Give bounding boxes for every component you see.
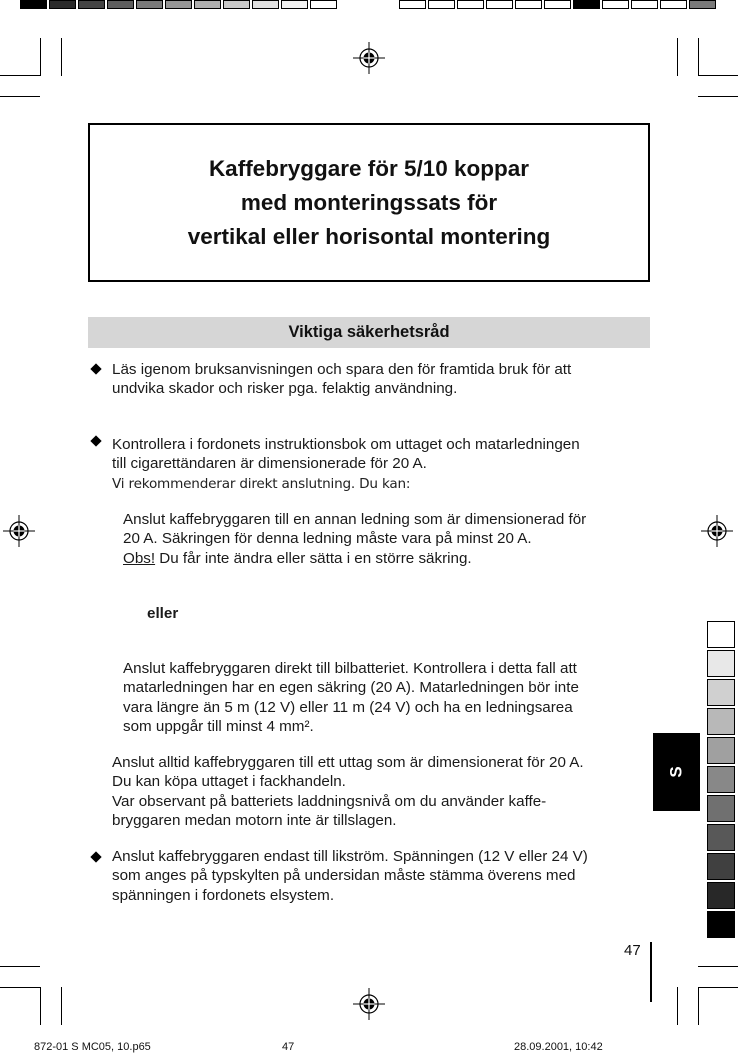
or-label: eller [147,605,179,622]
side-tab [707,679,735,706]
side-tab [707,824,735,851]
swatch [515,0,542,9]
swatch [252,0,279,9]
text-line: Anslut kaffebryggaren direkt till bilbatteriet. Kontrollera i detta fall att [123,660,577,677]
swatch [223,0,250,9]
side-tab [707,650,735,677]
option-paragraph [123,510,586,568]
crop-mark [698,987,699,1025]
crop-mark [698,966,738,967]
swatch [573,0,600,9]
obs-label: Obs! [123,549,156,567]
crop-mark [677,38,678,76]
recommendation-text: Vi rekommenderar direkt anslutning. Du kan: [112,476,411,492]
crop-mark [0,75,40,76]
crop-mark [61,38,62,76]
page-number-rule [650,942,652,1002]
bullet-paragraph [112,847,588,905]
section-heading: Viktiga säkerhetsråd [88,317,650,348]
obs-text: Du får inte ändra eller sätta i en större säkring. [155,549,472,567]
swatch [631,0,658,9]
footer-date: 28.09.2001, 10:42 [514,1041,603,1053]
registration-mark-icon [3,515,35,547]
text-line: undvika skador och risker pga. felaktig användning. [112,380,458,398]
crop-mark [677,987,678,1025]
crop-mark [61,987,62,1025]
swatch [20,0,47,9]
text-line: som uppgår till minst 4 mm². [123,717,314,735]
registration-mark-icon [353,988,385,1020]
swatch [689,0,716,9]
language-tab-label: S [666,766,686,778]
text-line: Anslut kaffebryggaren endast till likström. Spänningen (12 V eller 24 V) [112,848,588,865]
obs-line [123,549,586,568]
swatch [281,0,308,9]
swatch [544,0,571,9]
side-tab [707,911,735,938]
swatch [49,0,76,9]
language-tab [653,733,700,811]
page-title: Kaffebryggare för 5/10 koppar med monteringssats för vertikal eller horisontal montering [187,155,551,249]
footer-page: 47 [282,1041,295,1053]
title-box [88,123,650,282]
bullet-paragraph [112,360,571,399]
text-line: till cigarettändaren är dimensionerade för 20 A. [112,455,427,473]
text-line: Läs igenom bruksanvisningen och spara den för framtida bruk för att [112,361,572,378]
text-line: 20 A. Säkringen för denna ledning måste vara på minst 20 A. [123,530,532,548]
option-paragraph [123,659,579,736]
crop-mark [0,987,40,988]
crop-mark [698,38,699,76]
swatch [428,0,455,9]
crop-mark [0,96,40,97]
text-line: vara längre än 5 m (12 V) eller 11 m (24 V) och ha en ledningsarea [123,698,573,716]
bullet-paragraph [112,435,580,474]
crop-mark [698,96,738,97]
side-tab [707,737,735,764]
text-line: bryggaren medan motorn inte är tillslagen. [112,811,397,829]
footer-file: 872-01 S MC05, 10.p65 [34,1041,151,1053]
bullet-icon [90,851,101,862]
swatch [165,0,192,9]
text-line: Anslut kaffebryggaren till en annan ledning som är dimensionerad för [123,511,587,528]
swatch [136,0,163,9]
text-line: som anges på typskylten på undersidan måste stämma överens med [112,867,576,885]
crop-mark [0,966,40,967]
text-line: Kontrollera i fordonets instruktionsbok om uttaget och matarledningen [112,436,580,453]
note-paragraph [112,753,584,830]
crop-mark [40,987,41,1025]
swatch [310,0,337,9]
side-tab [707,766,735,793]
side-tab [707,882,735,909]
side-tab [707,621,735,648]
swatch [107,0,134,9]
registration-mark-icon [701,515,733,547]
text-line: Anslut alltid kaffebryggaren till ett uttag som är dimensionerat för 20 A. [112,754,584,771]
swatch [457,0,484,9]
crop-mark [698,987,738,988]
swatch [660,0,687,9]
swatch [78,0,105,9]
text-line: Du kan köpa uttaget i fackhandeln. [112,773,346,791]
crop-mark [40,38,41,76]
crop-mark [698,75,738,76]
side-tab [707,853,735,880]
swatch [399,0,426,9]
text-line: matarledningen har en egen säkring (20 A). Matarledningen bör inte [123,679,579,697]
registration-mark-icon [353,42,385,74]
bullet-icon [90,435,101,446]
side-tab [707,708,735,735]
swatch [602,0,629,9]
side-tab [707,795,735,822]
page-number: 47 [624,942,641,959]
swatch [486,0,513,9]
bullet-icon [90,363,101,374]
text-line: spänningen i fordonets elsystem. [112,886,335,904]
text-line: Var observant på batteriets laddningsnivå om du använder kaffe- [112,792,547,810]
swatch [194,0,221,9]
